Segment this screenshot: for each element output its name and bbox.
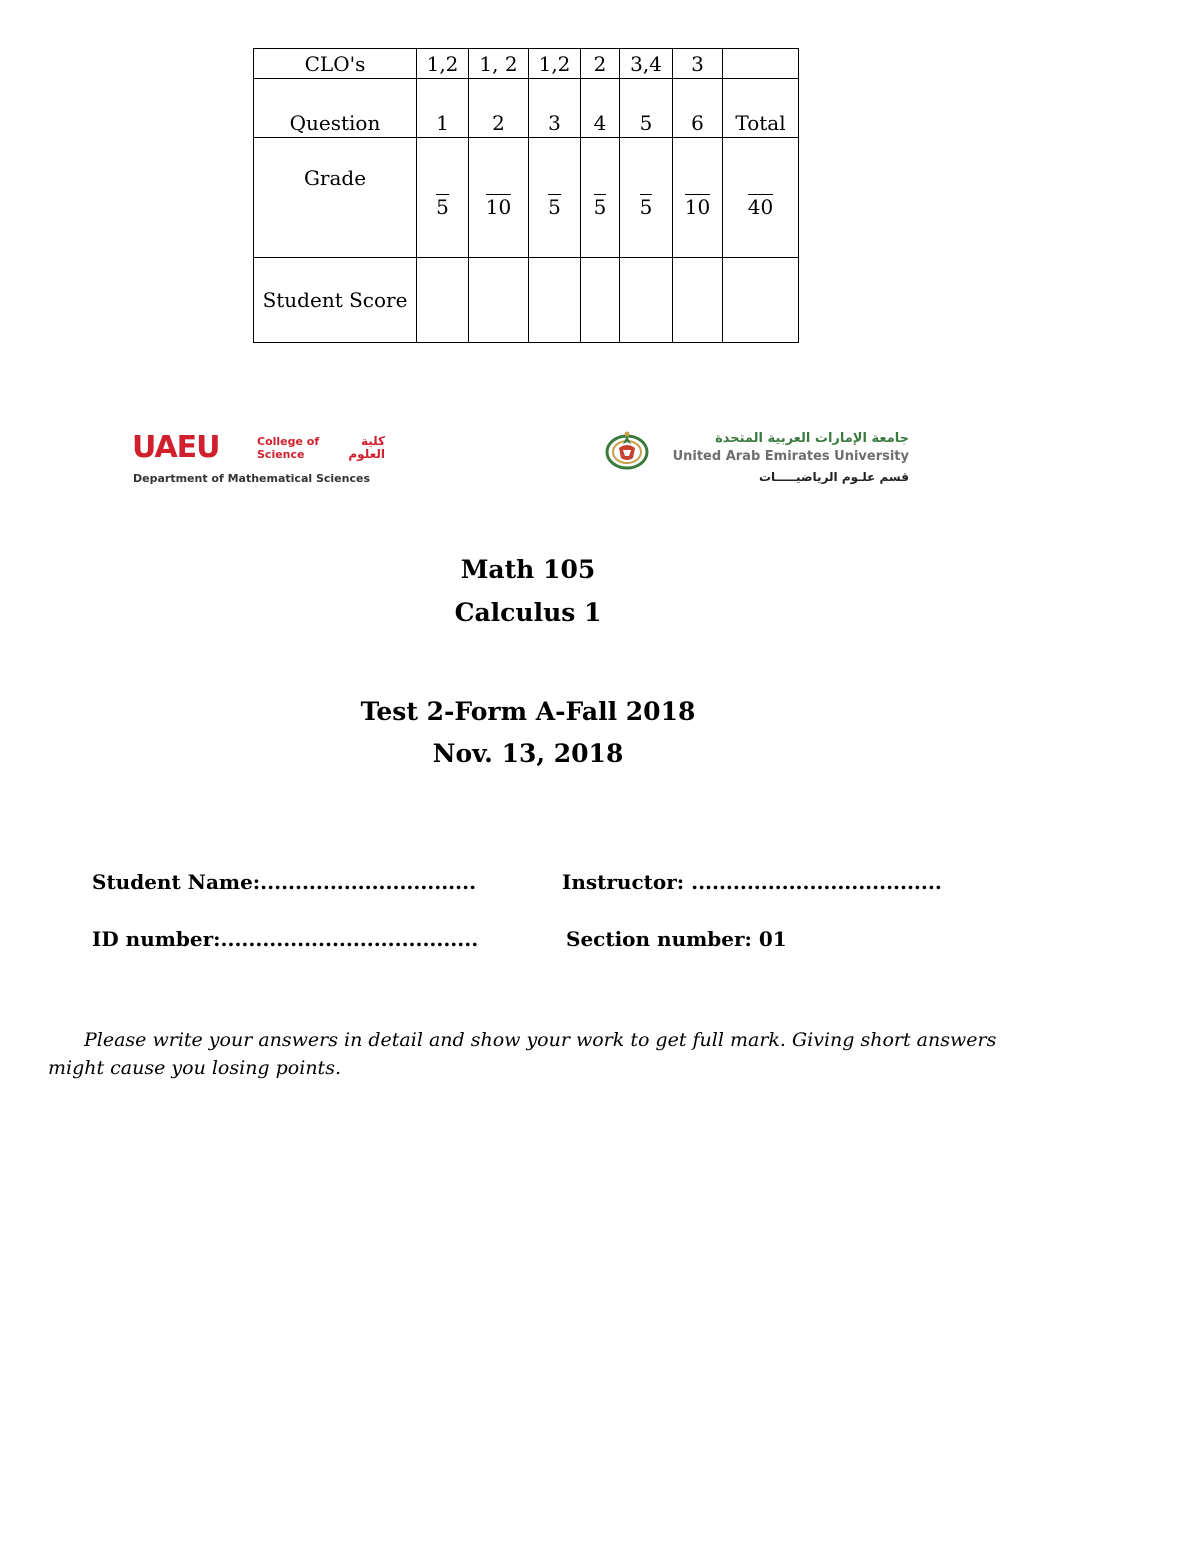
score-cell[interactable] <box>673 258 723 343</box>
clo-cell <box>723 49 799 79</box>
instructions-text: Please write your answers in detail and show your work to get full mark. Giving short answers might cause you losing points. <box>48 1029 997 1079</box>
grade-total-cell <box>723 138 799 258</box>
grade-cell <box>673 138 723 258</box>
clo-label: CLO's <box>254 49 417 79</box>
grade-value: 10 <box>485 195 512 219</box>
uaeu-emblem-icon <box>603 430 651 470</box>
grade-total-value: 40 <box>747 195 774 219</box>
clo-cell: 2 <box>581 49 620 79</box>
question-total-cell: Total <box>723 79 799 138</box>
question-cell: 1 <box>417 79 469 138</box>
question-cell: 5 <box>620 79 673 138</box>
college-name-ar-line2: العلوم <box>348 447 385 461</box>
student-name-field[interactable]: Student Name:............................... <box>92 870 477 894</box>
college-name-ar-line1: كلية <box>360 434 385 448</box>
course-name: Calculus 1 <box>454 598 602 627</box>
college-name-ar <box>335 435 385 461</box>
score-cell[interactable] <box>620 258 673 343</box>
id-number-field[interactable]: ID number:..................................... <box>92 927 479 951</box>
grade-cell <box>469 138 529 258</box>
grade-value: 5 <box>639 195 653 219</box>
clo-cell: 3 <box>673 49 723 79</box>
grade-cell <box>529 138 581 258</box>
question-cell: 2 <box>469 79 529 138</box>
student-score-label: Student Score <box>254 258 417 343</box>
clo-cell: 3,4 <box>620 49 673 79</box>
clo-row <box>254 49 799 79</box>
question-cell: 6 <box>673 79 723 138</box>
grade-value: 5 <box>548 195 561 219</box>
score-cell[interactable] <box>529 258 581 343</box>
grade-table <box>253 48 799 343</box>
grade-cell <box>581 138 620 258</box>
question-cell: 4 <box>581 79 620 138</box>
question-cell: 3 <box>529 79 581 138</box>
score-cell[interactable] <box>417 258 469 343</box>
grade-value: 10 <box>684 195 711 219</box>
uaeu-university-logo <box>603 430 913 490</box>
grade-value: 5 <box>436 195 449 219</box>
test-name: Test 2-Form A-Fall 2018 <box>360 697 696 726</box>
university-name-en: United Arab Emirates University <box>672 449 909 464</box>
uaeu-wordmark: UAEU <box>132 430 220 465</box>
clo-cell: 1,2 <box>417 49 469 79</box>
grade-row <box>254 138 799 258</box>
test-date: Nov. 13, 2018 <box>432 739 624 768</box>
college-name-en-line2: Science <box>257 448 305 461</box>
instructor-field[interactable]: Instructor: .................................... <box>562 870 942 894</box>
question-row <box>254 79 799 138</box>
grade-value: 5 <box>593 195 607 219</box>
section-number-field: Section number: 01 <box>566 927 787 951</box>
question-label: Question <box>254 79 417 138</box>
department-name-ar: قسم علـوم الرياضيـــــات <box>758 470 909 484</box>
university-name-ar: جامعة الإمارات العربية المتحدة <box>715 431 909 446</box>
score-cell[interactable] <box>581 258 620 343</box>
college-of-science-logo <box>130 432 420 492</box>
score-cell[interactable] <box>469 258 529 343</box>
college-name-en <box>257 435 337 461</box>
college-name-en-line1: College of <box>257 435 320 448</box>
student-score-row <box>254 258 799 343</box>
grade-cell <box>417 138 469 258</box>
clo-cell: 1, 2 <box>469 49 529 79</box>
department-name-en: Department of Mathematical Sciences <box>133 472 370 485</box>
score-total-cell[interactable] <box>723 258 799 343</box>
grade-cell <box>620 138 673 258</box>
grade-label: Grade <box>254 138 417 258</box>
course-code: Math 105 <box>460 555 596 584</box>
clo-cell: 1,2 <box>529 49 581 79</box>
